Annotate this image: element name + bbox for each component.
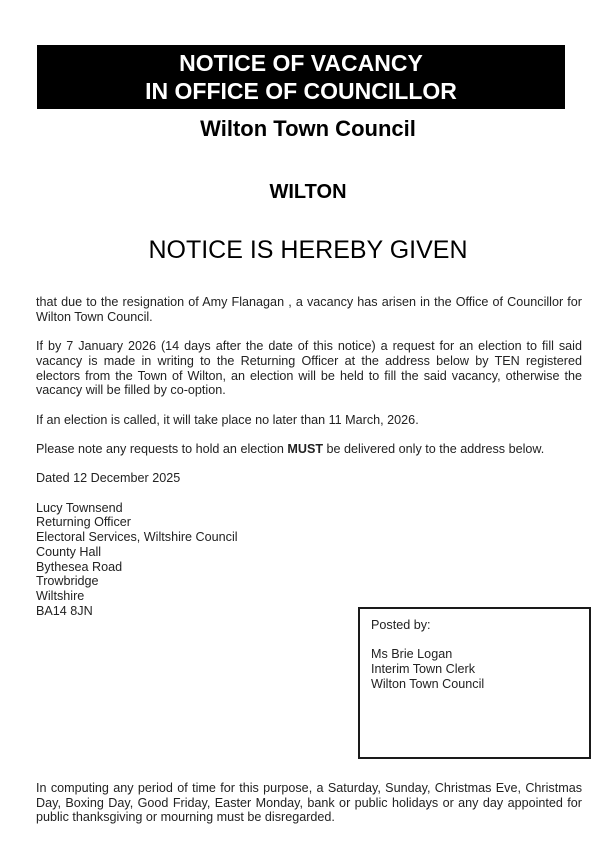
banner-title-line-1: NOTICE OF VACANCY (179, 50, 423, 76)
council-name-heading: Wilton Town Council (200, 116, 416, 141)
posted-by-box (358, 607, 591, 759)
address-line-county: Wiltshire (36, 588, 85, 603)
returning-officer-address (36, 501, 582, 619)
address-line-building: County Hall (36, 544, 102, 559)
delivery-note-text-after: be delivered only to the address below. (323, 441, 545, 456)
town-name-heading: WILTON (269, 181, 347, 203)
posted-by-label: Posted by: (371, 618, 431, 632)
address-line-town: Trowbridge (36, 574, 99, 589)
address-line-postcode: BA14 8JN (36, 603, 93, 618)
notice-body (36, 295, 582, 618)
must-emphasis: MUST (287, 441, 324, 456)
notice-banner (37, 45, 565, 109)
delivery-note-text-before: Please note any requests to hold an election (36, 441, 288, 456)
footer-computation-note: In computing any period of time for this purpose, a Saturday, Sunday, Christmas Eve, Christmas Day, Boxing Day, Good Friday, Easter Monday, bank or public holidays or any day appointed for public thanksgiving or mourning must be disregarded. (36, 781, 582, 825)
banner-title-line-2: IN OFFICE OF COUNCILLOR (145, 78, 457, 104)
address-line-department: Electoral Services, Wiltshire Council (36, 530, 238, 545)
dated-line: Dated 12 December 2025 (36, 471, 181, 486)
address-line-name: Lucy Townsend (36, 500, 123, 515)
paragraph-election-request: If by 7 January 2026 (14 days after the date of this notice) a request for an election to fill said vacancy is made in writing to the Returning Officer at the address below by TEN registered electors from the Town of Wilton, an election will be held to fill the said vacancy, otherwise the vacancy will be filled by co-option. (36, 339, 582, 398)
paragraph-election-latest-date: If an election is called, it will take place no later than 11 March, 2026. (36, 412, 419, 427)
posted-by-organisation: Wilton Town Council (371, 676, 485, 691)
paragraph-resignation: that due to the resignation of Amy Flanagan , a vacancy has arisen in the Office of Councillor for Wilton Town Council. (36, 295, 582, 324)
posted-by-spacer (371, 633, 578, 648)
posted-by-name: Ms Brie Logan (371, 647, 453, 662)
address-line-street: Bythesea Road (36, 559, 123, 574)
address-line-title: Returning Officer (36, 515, 131, 530)
posted-by-role: Interim Town Clerk (371, 662, 476, 677)
paragraph-delivery-note (36, 442, 582, 457)
notice-given-heading: NOTICE IS HEREBY GIVEN (148, 236, 468, 264)
